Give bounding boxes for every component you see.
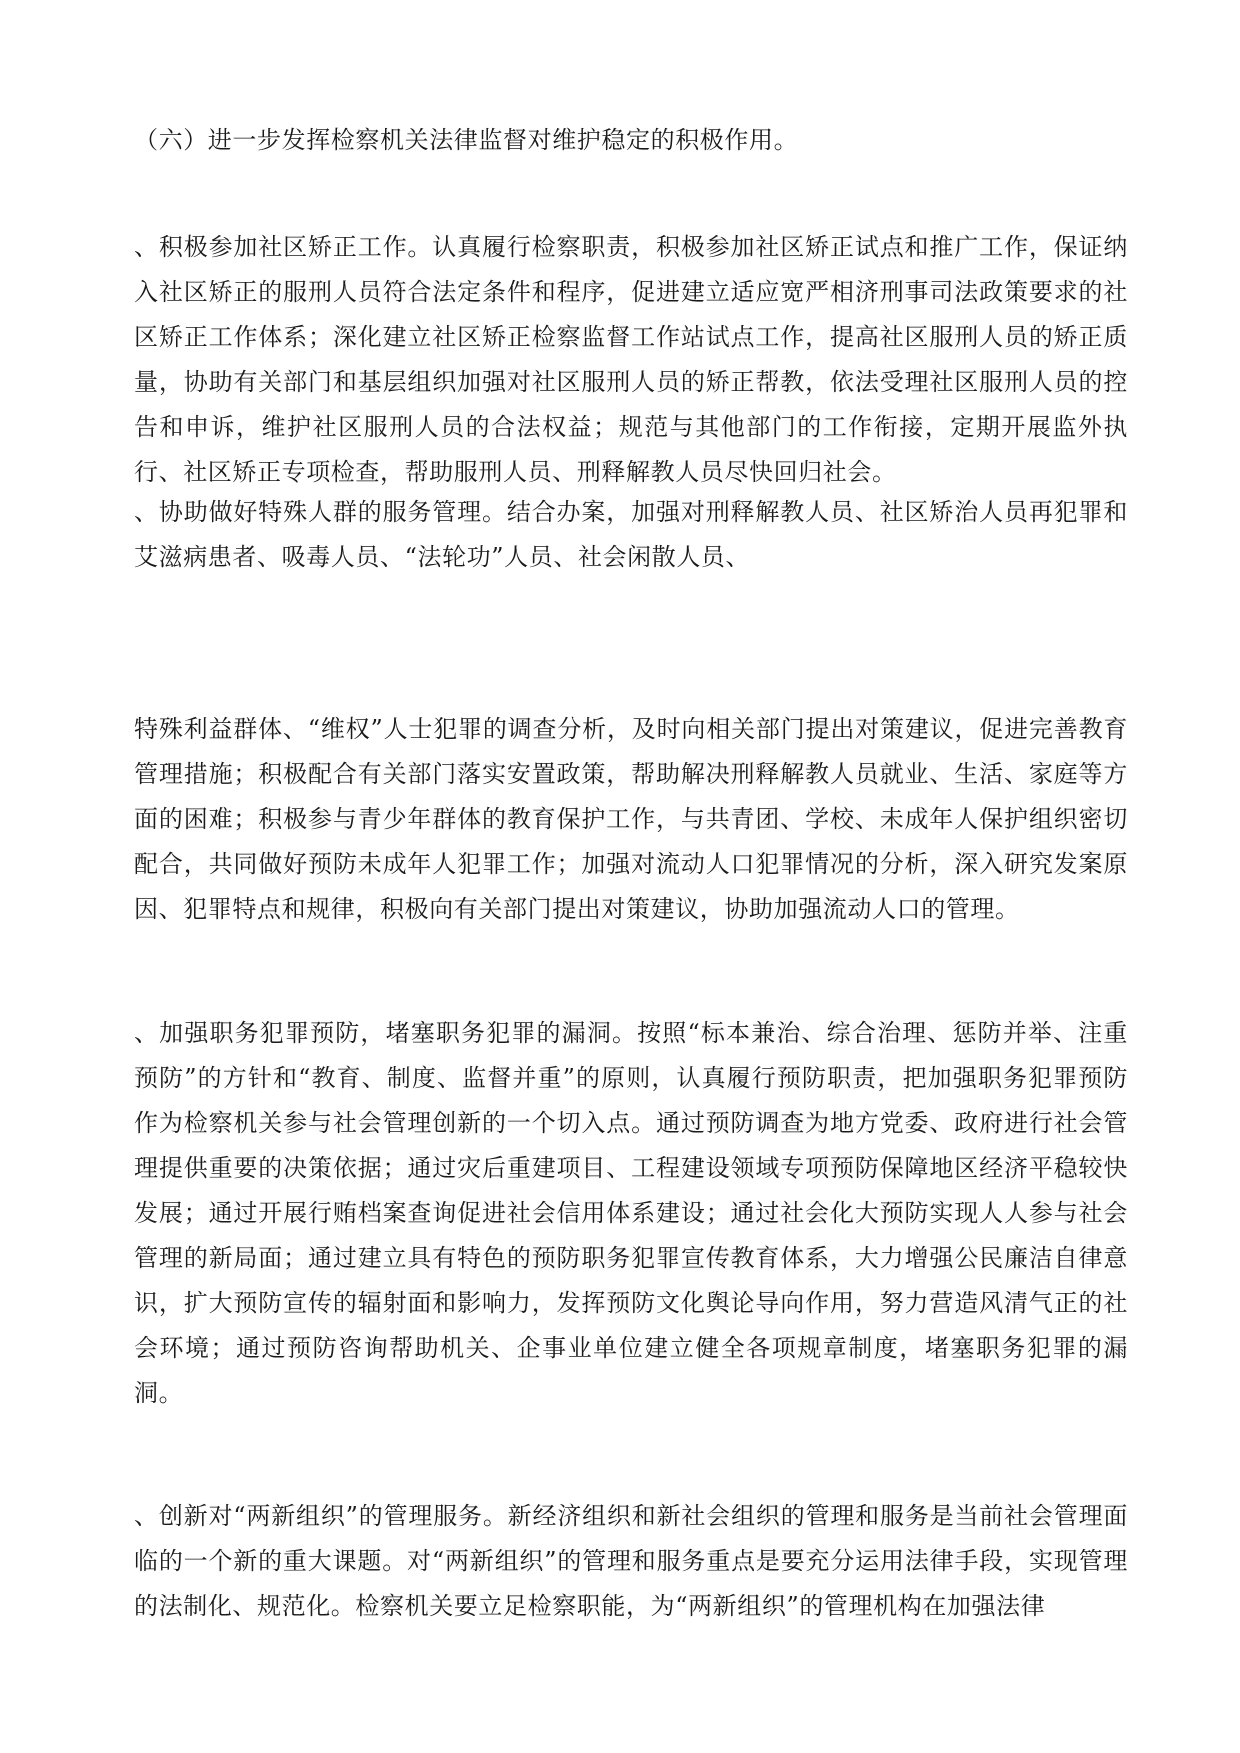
- section-heading: （六）进一步发挥检察机关法律监督对维护稳定的积极作用。: [134, 126, 799, 154]
- paragraph-special-interest-groups: 特殊利益群体、“维权”人士犯罪的调查分析，及时向相关部门提出对策建议，促进完善教育管理措施；积极配合有关部门落实安置政策，帮助解决刑释解教人员就业、生活、家庭等方面的困难；积极参与青少年群体的教育保护工作，与共青团、学校、未成年人保护组织密切配合，共同做好预防未成年人犯罪工作；加强对流动人口犯罪情况的分析，深入研究发案原因、犯罪特点和规律，积极向有关部门提出对策建议，协助加强流动人口的管理。: [134, 715, 1128, 923]
- paragraph-two-new-organizations: 、创新对“两新组织”的管理服务。新经济组织和新社会组织的管理和服务是当前社会管理面临的一个新的重大课题。对“两新组织”的管理和服务重点是要充分运用法律手段，实现管理的法制化、规范化。检察机关要立足检察职能，为“两新组织”的管理机构在加强法律: [134, 1502, 1128, 1620]
- paragraph-special-groups: 、协助做好特殊人群的服务管理。结合办案，加强对刑释解教人员、社区矫治人员再犯罪和艾滋病患者、吸毒人员、“法轮功”人员、社会闲散人员、: [134, 498, 1128, 571]
- paragraph-community-correction: 、积极参加社区矫正工作。认真履行检察职责，积极参加社区矫正试点和推广工作，保证纳入社区矫正的服刑人员符合法定条件和程序，促进建立适应宽严相济刑事司法政策要求的社区矫正工作体系；深化建立社区矫正检察监督工作站试点工作，提高社区服刑人员的矫正质量，协助有关部门和基层组织加强对社区服刑人员的矫正帮教，依法受理社区服刑人员的控告和申诉，维护社区服刑人员的合法权益；规范与其他部门的工作衔接，定期开展监外执行、社区矫正专项检查，帮助服刑人员、刑释解教人员尽快回归社会。: [134, 233, 1128, 486]
- paragraph-crime-prevention: 、加强职务犯罪预防，堵塞职务犯罪的漏洞。按照“标本兼治、综合治理、惩防并举、注重预防”的方针和“教育、制度、监督并重”的原则，认真履行预防职责，把加强职务犯罪预防作为检察机关参与社会管理创新的一个切入点。通过预防调查为地方党委、政府进行社会管理提供重要的决策依据；通过灾后重建项目、工程建设领域专项预防保障地区经济平稳较快发展；通过开展行贿档案查询促进社会信用体系建设；通过社会化大预防实现人人参与社会管理的新局面；通过建立具有特色的预防职务犯罪宣传教育体系，大力增强公民廉洁自律意识，扩大预防宣传的辐射面和影响力，发挥预防文化舆论导向作用，努力营造风清气正的社会环境；通过预防咨询帮助机关、企事业单位建立健全各项规章制度，堵塞职务犯罪的漏洞。: [134, 1019, 1128, 1407]
